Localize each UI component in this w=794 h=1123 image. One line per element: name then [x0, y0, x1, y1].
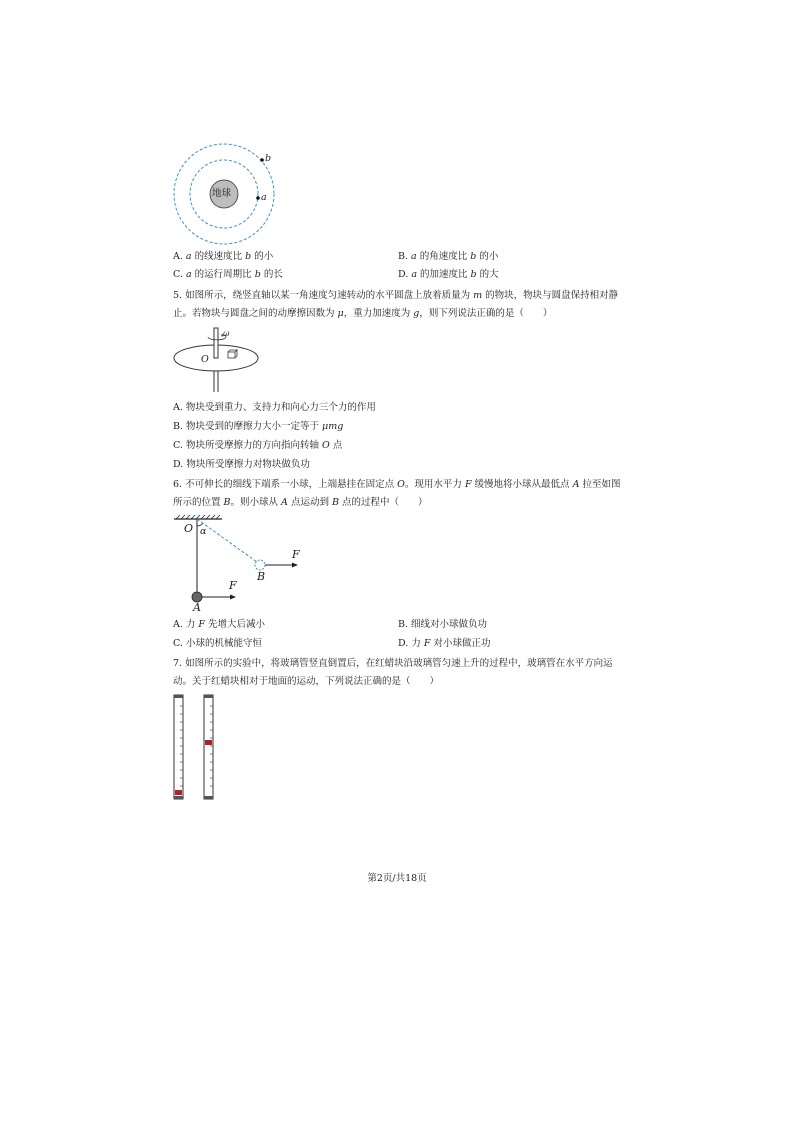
q6-option-b[interactable]: B. 细线对小球做负功 [398, 619, 488, 630]
pivot-O-label: O [184, 522, 194, 535]
q7-stem-line2: 动。关于红蜡块相对于地面的运动，下列说法正确的是（ ） [173, 676, 440, 687]
q5-option-c[interactable]: C. 物块所受摩擦力的方向指向转轴 O 点 [173, 440, 343, 451]
disk-O-label: O [201, 354, 209, 365]
tube-left-cap-bottom [174, 796, 183, 799]
shaft-top [214, 328, 218, 358]
block [228, 352, 235, 358]
earth-label: 地球 [212, 188, 232, 199]
tube-left-cap-top [174, 695, 183, 698]
q4-option-a[interactable]: A. a 的线速度比 b 的小 [173, 251, 274, 262]
ball-B [255, 560, 265, 570]
q5-option-d[interactable]: D. 物块所受摩擦力对物块做负功 [173, 459, 310, 470]
tube-right-cap-top [204, 695, 213, 698]
wax-block-right [205, 740, 212, 745]
q4-option-d[interactable]: D. a 的加速度比 b 的大 [398, 269, 499, 280]
label-a: a [261, 192, 267, 203]
q6-option-c[interactable]: C. 小球的机械能守恒 [173, 638, 262, 649]
q4-option-c[interactable]: C. a 的运行周期比 b 的长 [173, 269, 283, 280]
q6-option-a[interactable]: A. 力 F 先增大后减小 [173, 619, 266, 630]
tube-right-cap-bottom [204, 796, 213, 799]
omega-label: ω [223, 329, 230, 338]
tube-left [174, 695, 183, 799]
label-b: b [265, 153, 272, 164]
point-A-label: A [193, 601, 201, 614]
glass-tubes-figure [172, 694, 222, 802]
force-F-at-B-arrowhead [292, 563, 298, 568]
turntable-figure [170, 326, 265, 396]
q5-option-b[interactable]: B. 物块受到的摩擦力大小一定等于 μmg [173, 421, 344, 432]
tube-right [204, 695, 213, 799]
satellite-a [256, 196, 260, 200]
F-bottom-label: F [229, 579, 237, 592]
q6-stem-line1: 6. 不可伸长的细线下端系一小球，上端悬挂在固定点 O。现用水平力 F 缓慢地将小球从最低点 A 拉至如图 [173, 479, 621, 490]
angle-alpha-label: α [200, 526, 207, 537]
q5-stem-line1: 5. 如图所示，绕竖直轴以某一角速度匀速转动的水平圆盘上放着质量为 m 的物块，物块与圆盘保持相对静 [173, 290, 619, 301]
q6-option-d[interactable]: D. 力 F 对小球做正功 [398, 638, 491, 649]
wax-block-left [175, 790, 182, 795]
q4-option-b[interactable]: B. a 的角速度比 b 的小 [398, 251, 499, 262]
q5-option-a[interactable]: A. 物块受到重力、支持力和向心力三个力的作用 [173, 402, 376, 413]
force-F-at-A-arrowhead [230, 595, 236, 600]
point-B-label: B [257, 570, 266, 583]
F-top-label: F [292, 548, 300, 561]
q7-stem-line1: 7. 如图所示的实验中，将玻璃管竖直倒置后，在红蜡块沿玻璃管匀速上升的过程中，玻璃管在水平方向运 [173, 658, 613, 669]
q5-stem-line2: 止。若物块与圆盘之间的动摩擦因数为 μ，重力加速度为 g，则下列说法正确的是（ ） [173, 308, 553, 319]
page-number: 第2页/共18页 [367, 873, 427, 884]
q6-stem-line2: 所示的位置 B。则小球从 A 点运动到 B 点的过程中（ ） [173, 497, 428, 508]
satellite-b [260, 158, 264, 162]
